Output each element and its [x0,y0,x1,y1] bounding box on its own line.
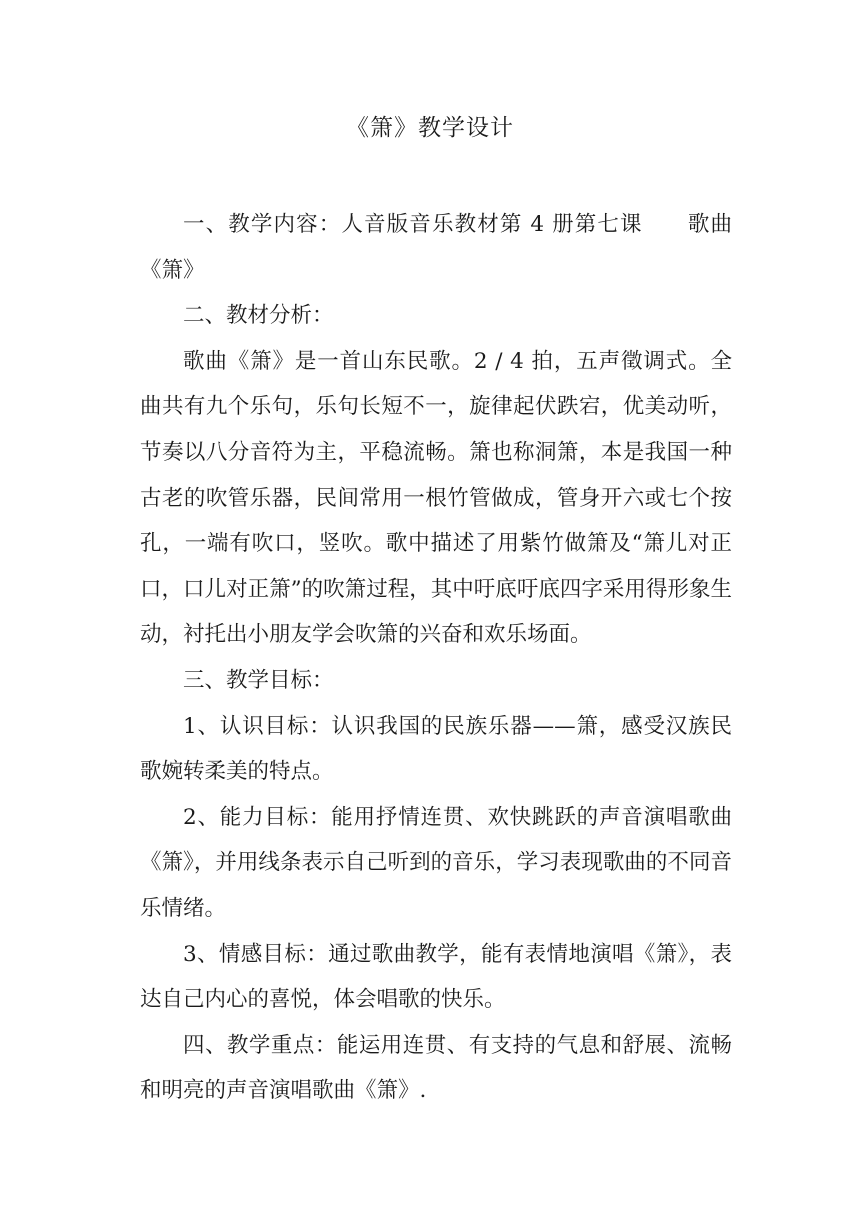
paragraph-material-analysis: 歌曲《箫》是一首山东民歌。2 / 4 拍，五声徵调式。全曲共有九个乐句，乐句长短不一，旋律起伏跌宕，优美动听，节奏以八分音符为主，平稳流畅。箫也称洞箫，本是我国一种古老的吹管乐器，民间常用一根竹管做成，管身开六或七个按孔，一端有吹口，竖吹。歌中描述了用紫竹做箫及“箫儿对正口，口儿对正箫”的吹箫过程，其中吁底吁底四字采用得形象生动，衬托出小朋友学会吹箫的兴奋和欢乐场面。 [140,348,732,648]
paragraph-teaching-focus: 四、教学重点：能运用连贯、有支持的气息和舒展、流畅和明亮的声音演唱歌曲《箫》. [140,1032,732,1104]
paragraph-teaching-content: 一、教学内容：人音版音乐教材第 4 册第七课 歌曲《箫》 [140,212,732,283]
paragraph-goal-cognitive: 1、认识目标：认识我国的民族乐器——箫，感受汉族民歌婉转柔美的特点。 [140,713,732,785]
paragraph-goal-emotional: 3、情感目标：通过歌曲教学，能有表情地演唱《箫》，表达自己内心的喜悦，体会唱歌的快乐。 [140,941,732,1013]
heading-material-analysis: 二、教材分析： [183,303,334,329]
paragraph-goal-ability: 2、能力目标：能用抒情连贯、欢快跳跃的声音演唱歌曲《箫》，并用线条表示自己听到的音乐，学习表现歌曲的不同音乐情绪。 [140,804,732,921]
heading-teaching-goals: 三、教学目标： [183,667,334,693]
document-body [140,202,732,1114]
document-title: 《箫》教学设计 [346,115,514,141]
